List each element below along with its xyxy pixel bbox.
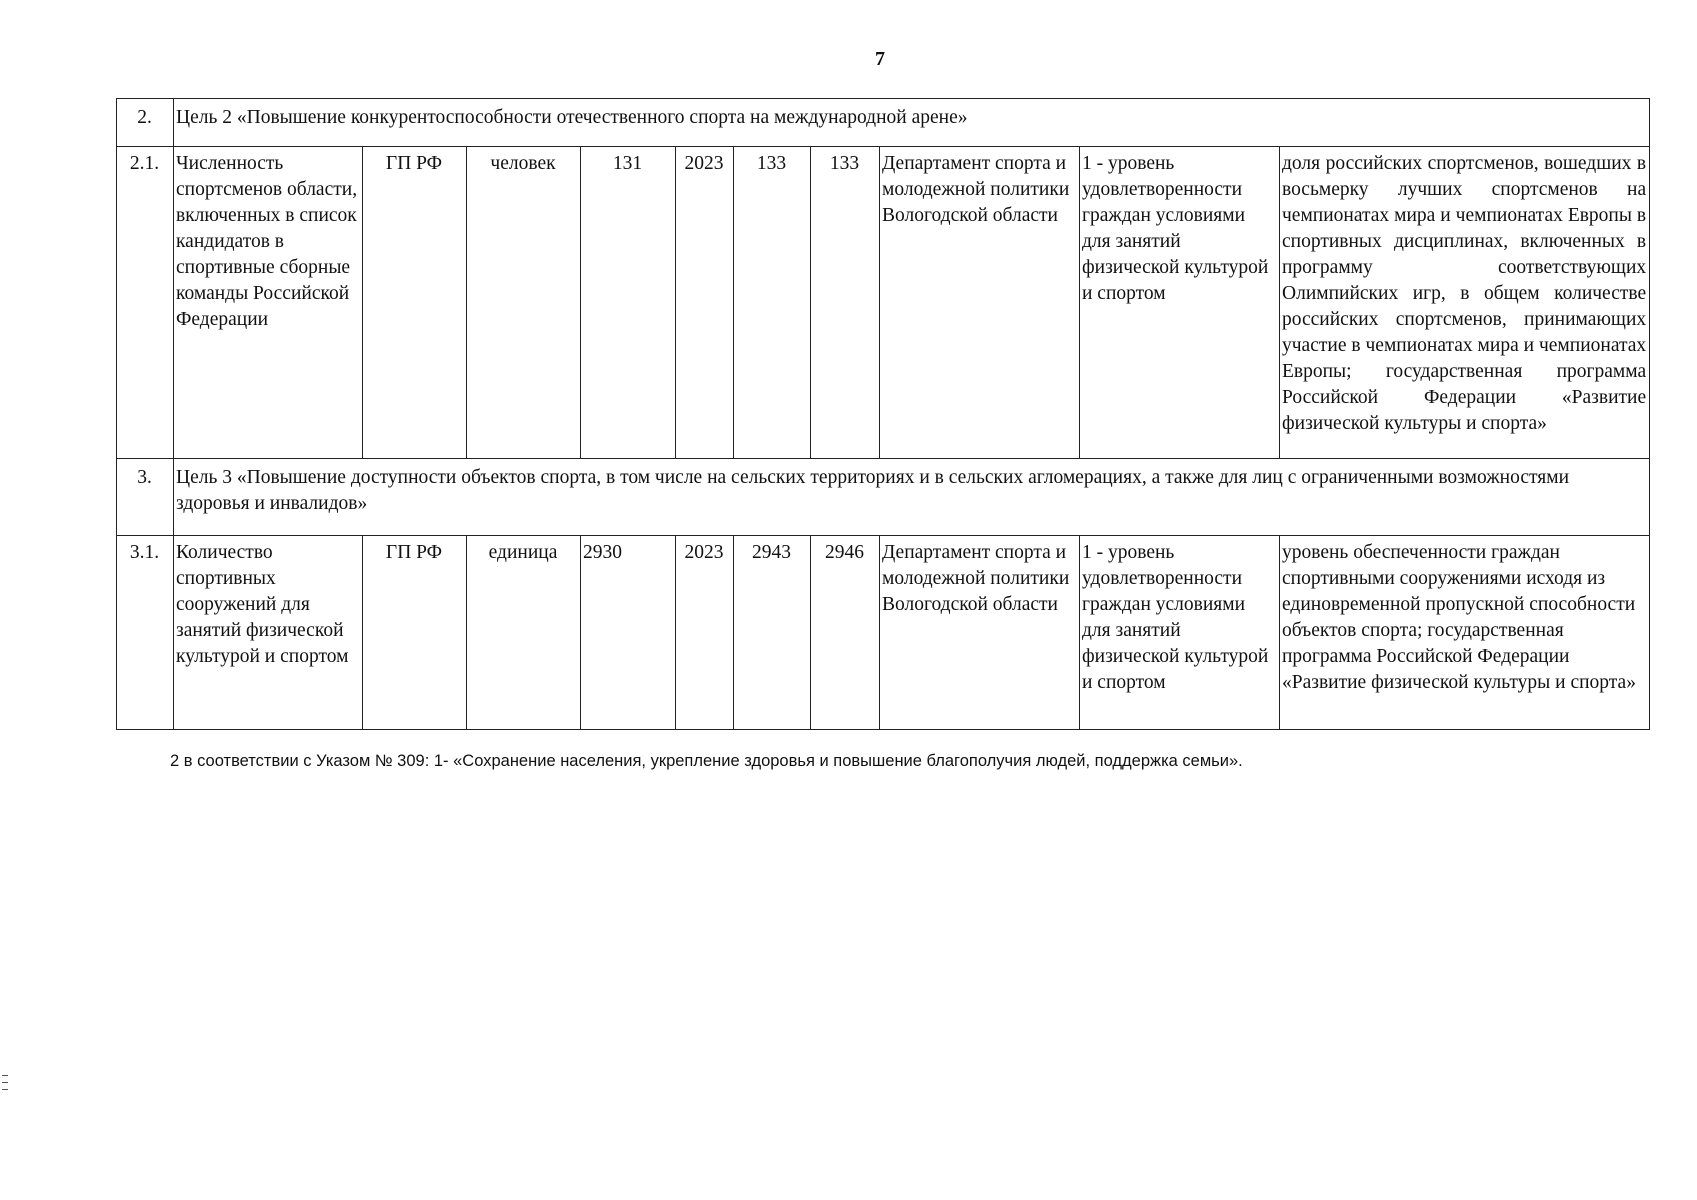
indicator-number: 2.1.: [117, 147, 174, 459]
indicators-table: [116, 98, 1650, 730]
footnote: 2 в соответствии с Указом № 309: 1- «Сохранение населения, укрепление здоровья и повышение благополучия людей, поддержка семьи».: [170, 752, 1243, 770]
margin-marks: [2, 1075, 8, 1096]
indicator-base-value: 2930: [581, 536, 676, 730]
indicator-level: ГП РФ: [363, 536, 467, 730]
indicator-number: 3.1.: [117, 536, 174, 730]
goal-number: 3.: [117, 459, 174, 536]
indicator-responsible: Департамент спорта и молодежной политики Вологодской области: [880, 536, 1080, 730]
goal-row: [117, 99, 1650, 147]
indicator-name: Количество спортивных сооружений для занятий физической культурой и спортом: [174, 536, 363, 730]
indicator-value-2: 133: [811, 147, 880, 459]
indicator-base-year: 2023: [676, 536, 734, 730]
margin-mark: [2, 1089, 8, 1090]
indicator-name: Численность спортсменов области, включенных в список кандидатов в спортивные сборные команды Российской Федерации: [174, 147, 363, 459]
indicator-related: доля российских спортсменов, вошедших в восьмерку лучших спортсменов на чемпионатах мира и чемпионатах Европы в спортивных дисциплинах, включенных в программу соответствующих Олимпийских игр, в общем количестве российских спортсменов, принимающих участие в чемпионатах мира и чемпионатах Европы; государственная программа Российской Федерации «Развитие физической культуры и спорта»: [1280, 147, 1650, 459]
indicator-value-1: 133: [734, 147, 811, 459]
indicator-base-year: 2023: [676, 147, 734, 459]
goal-number: 2.: [117, 99, 174, 147]
indicator-level: ГП РФ: [363, 147, 467, 459]
margin-mark: [2, 1075, 8, 1076]
indicator-row: [117, 536, 1650, 730]
goal-row: [117, 459, 1650, 536]
page-number: 7: [875, 48, 885, 70]
indicator-unit: единица: [467, 536, 581, 730]
indicator-responsible: Департамент спорта и молодежной политики Вологодской области: [880, 147, 1080, 459]
indicator-value-2: 2946: [811, 536, 880, 730]
goal-title: Цель 2 «Повышение конкурентоспособности отечественного спорта на международной арене»: [174, 99, 1650, 147]
indicator-unit: человек: [467, 147, 581, 459]
indicator-value-1: 2943: [734, 536, 811, 730]
goal-title: Цель 3 «Повышение доступности объектов спорта, в том числе на сельских территориях и в сельских агломерациях, а также для лиц с ограниченными возможностями здоровья и инвалидов»: [174, 459, 1650, 536]
indicator-row: [117, 147, 1650, 459]
indicator-link: 1 - уровень удовлетворенности граждан условиями для занятий физической культурой и спортом: [1080, 147, 1280, 459]
indicator-base-value: 131: [581, 147, 676, 459]
indicator-link: 1 - уровень удовлетворенности граждан условиями для занятий физической культурой и спортом: [1080, 536, 1280, 730]
margin-mark: [2, 1082, 8, 1083]
indicator-related: уровень обеспеченности граждан спортивными сооружениями исходя из единовременной пропускной способности объектов спорта; государственная программа Российской Федерации «Развитие физической культуры и спорта»: [1280, 536, 1650, 730]
